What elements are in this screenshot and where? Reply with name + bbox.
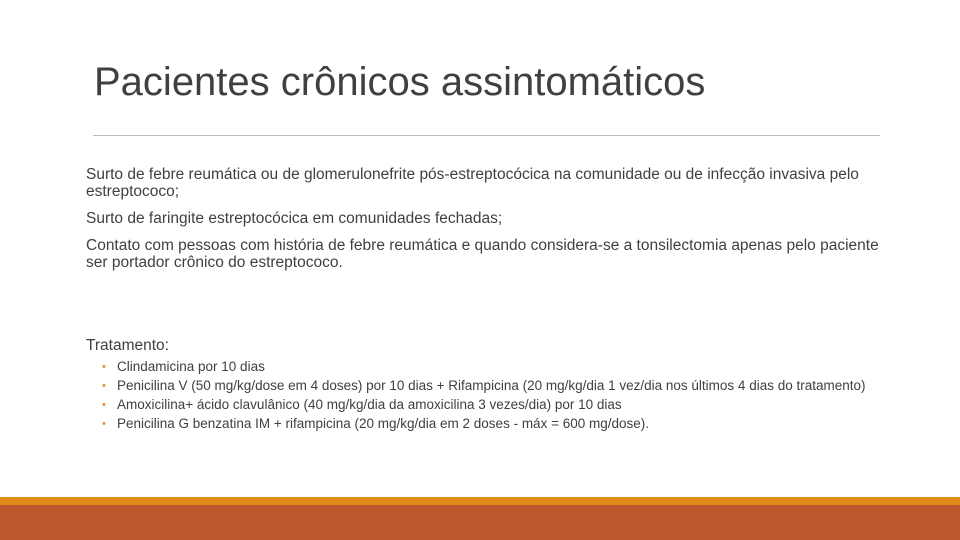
list-item — [100, 416, 880, 432]
bullet-icon: • — [102, 361, 106, 373]
paragraph-outbreak-rheumatic: Surto de febre reumática ou de glomerulonefrite pós-estreptocócica na comunidade ou de infecção invasiva pelo estreptococo; — [86, 166, 859, 200]
slide-title: Pacientes crônicos assintomáticos — [94, 60, 706, 104]
footer-accent-band — [0, 497, 960, 505]
title-divider — [93, 135, 880, 136]
treatment-item-text: Amoxicilina+ ácido clavulânico (40 mg/kg/dia da amoxicilina 3 vezes/dia) por 10 dias — [117, 397, 622, 412]
list-item — [100, 397, 880, 413]
paragraph-outbreak-pharyngitis: Surto de faringite estreptocócica em comunidades fechadas; — [86, 210, 503, 227]
list-item — [100, 378, 880, 394]
bullet-icon: • — [102, 399, 106, 411]
treatment-item-text: Penicilina G benzatina IM + rifampicina (20 mg/kg/dia em 2 doses - máx = 600 mg/dose). — [117, 416, 650, 431]
body-paragraphs — [86, 166, 886, 271]
bullet-icon: • — [102, 418, 106, 430]
paragraph-contact-history: Contato com pessoas com história de febre reumática e quando considera-se a tonsilectomia apenas pelo paciente ser portador crônico do estreptococo. — [86, 237, 879, 271]
list-item — [100, 359, 880, 375]
treatment-item-text: Penicilina V (50 mg/kg/dose em 4 doses) por 10 dias + Rifampicina (20 mg/kg/dia 1 vez/dia nos últimos 4 dias do tratamento) — [117, 378, 866, 393]
treatment-list — [100, 359, 880, 435]
footer-band — [0, 505, 960, 540]
bullet-icon: • — [102, 380, 106, 392]
treatment-item-text: Clindamicina por 10 dias — [117, 359, 265, 374]
treatment-heading: Tratamento: — [86, 337, 169, 354]
